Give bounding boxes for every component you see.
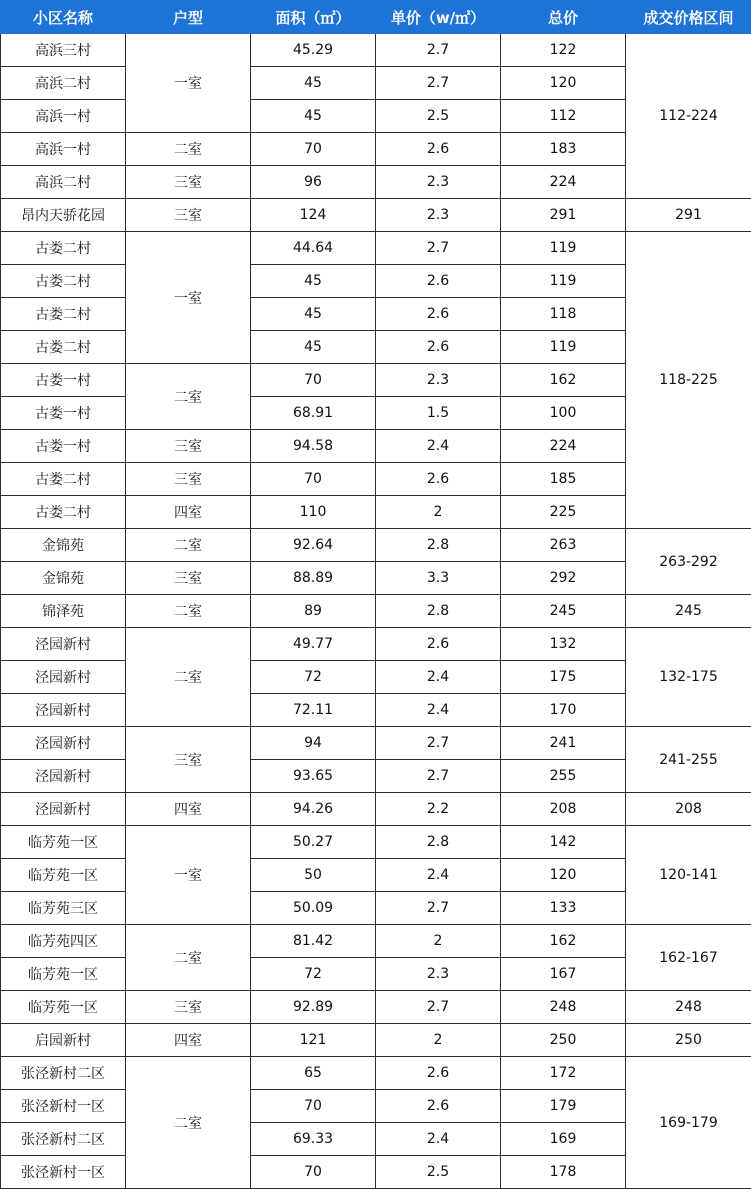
cell-unit-price: 2.7 [376, 67, 501, 100]
cell-community: 泾园新村 [1, 727, 126, 760]
cell-layout: 二室 [126, 595, 251, 628]
cell-price-range: 250 [626, 1024, 751, 1057]
cell-total-price: 169 [501, 1123, 626, 1156]
cell-community: 古娄一村 [1, 397, 126, 430]
cell-area: 45 [251, 331, 376, 364]
cell-unit-price: 2.5 [376, 100, 501, 133]
table-row [1, 991, 751, 1024]
header-row [1, 1, 751, 34]
table-row [1, 793, 751, 826]
cell-community: 高浜一村 [1, 100, 126, 133]
cell-unit-price: 2.7 [376, 232, 501, 265]
cell-layout: 三室 [126, 562, 251, 595]
cell-total-price: 224 [501, 166, 626, 199]
header-price-range: 成交价格区间 [626, 1, 751, 34]
cell-unit-price: 2.4 [376, 661, 501, 694]
cell-layout: 三室 [126, 727, 251, 793]
cell-community: 泾园新村 [1, 760, 126, 793]
cell-unit-price: 2.3 [376, 958, 501, 991]
cell-total-price: 250 [501, 1024, 626, 1057]
cell-area: 45 [251, 265, 376, 298]
table-row [1, 232, 751, 265]
cell-area: 65 [251, 1057, 376, 1090]
cell-unit-price: 2.6 [376, 331, 501, 364]
cell-area: 68.91 [251, 397, 376, 430]
cell-community: 张泾新村二区 [1, 1123, 126, 1156]
cell-unit-price: 2.7 [376, 991, 501, 1024]
cell-unit-price: 2 [376, 496, 501, 529]
cell-unit-price: 2.5 [376, 1156, 501, 1189]
table-row [1, 1057, 751, 1090]
cell-total-price: 112 [501, 100, 626, 133]
cell-total-price: 248 [501, 991, 626, 1024]
cell-unit-price: 1.5 [376, 397, 501, 430]
cell-community: 临芳苑四区 [1, 925, 126, 958]
cell-community: 高浜三村 [1, 34, 126, 67]
cell-community: 古娄二村 [1, 463, 126, 496]
cell-unit-price: 2.7 [376, 760, 501, 793]
cell-layout: 三室 [126, 430, 251, 463]
cell-unit-price: 2.6 [376, 1057, 501, 1090]
table-row [1, 529, 751, 562]
table-row [1, 925, 751, 958]
cell-total-price: 179 [501, 1090, 626, 1123]
cell-total-price: 225 [501, 496, 626, 529]
cell-unit-price: 2.4 [376, 694, 501, 727]
cell-total-price: 142 [501, 826, 626, 859]
cell-layout: 四室 [126, 496, 251, 529]
header-unit-price: 单价（w/㎡） [376, 1, 501, 34]
cell-community: 锦泽苑 [1, 595, 126, 628]
cell-total-price: 241 [501, 727, 626, 760]
cell-price-range: 241-255 [626, 727, 751, 793]
cell-community: 古娄二村 [1, 298, 126, 331]
cell-community: 昂内天骄花园 [1, 199, 126, 232]
cell-price-range: 162-167 [626, 925, 751, 991]
cell-unit-price: 2.4 [376, 1123, 501, 1156]
cell-area: 89 [251, 595, 376, 628]
cell-total-price: 100 [501, 397, 626, 430]
table-row [1, 826, 751, 859]
cell-community: 金锦苑 [1, 529, 126, 562]
cell-price-range: 291 [626, 199, 751, 232]
cell-price-range: 263-292 [626, 529, 751, 595]
cell-area: 44.64 [251, 232, 376, 265]
cell-layout: 三室 [126, 463, 251, 496]
cell-unit-price: 2.6 [376, 133, 501, 166]
table-row [1, 1024, 751, 1057]
cell-total-price: 162 [501, 364, 626, 397]
cell-area: 121 [251, 1024, 376, 1057]
cell-unit-price: 2.6 [376, 265, 501, 298]
cell-layout: 二室 [126, 628, 251, 727]
cell-community: 临芳苑一区 [1, 826, 126, 859]
cell-area: 45.29 [251, 34, 376, 67]
cell-layout: 三室 [126, 991, 251, 1024]
cell-area: 45 [251, 67, 376, 100]
cell-area: 69.33 [251, 1123, 376, 1156]
cell-total-price: 133 [501, 892, 626, 925]
cell-area: 70 [251, 364, 376, 397]
cell-community: 临芳苑一区 [1, 991, 126, 1024]
cell-area: 72 [251, 661, 376, 694]
cell-unit-price: 2.3 [376, 199, 501, 232]
cell-community: 古娄二村 [1, 232, 126, 265]
cell-community: 临芳苑三区 [1, 892, 126, 925]
cell-total-price: 172 [501, 1057, 626, 1090]
cell-area: 72 [251, 958, 376, 991]
cell-layout: 二室 [126, 529, 251, 562]
cell-area: 45 [251, 100, 376, 133]
cell-total-price: 170 [501, 694, 626, 727]
cell-price-range: 169-179 [626, 1057, 751, 1189]
cell-total-price: 291 [501, 199, 626, 232]
cell-price-range: 118-225 [626, 232, 751, 529]
cell-unit-price: 2.8 [376, 529, 501, 562]
cell-unit-price: 2.4 [376, 430, 501, 463]
cell-layout: 三室 [126, 199, 251, 232]
cell-layout: 四室 [126, 1024, 251, 1057]
cell-total-price: 119 [501, 232, 626, 265]
cell-total-price: 175 [501, 661, 626, 694]
cell-community: 高浜二村 [1, 67, 126, 100]
cell-layout: 二室 [126, 1057, 251, 1189]
cell-total-price: 119 [501, 265, 626, 298]
cell-unit-price: 2 [376, 1024, 501, 1057]
cell-total-price: 120 [501, 67, 626, 100]
cell-community: 泾园新村 [1, 694, 126, 727]
cell-price-range: 248 [626, 991, 751, 1024]
cell-unit-price: 2.3 [376, 364, 501, 397]
cell-community: 泾园新村 [1, 793, 126, 826]
cell-community: 古娄一村 [1, 430, 126, 463]
cell-total-price: 245 [501, 595, 626, 628]
cell-price-range: 245 [626, 595, 751, 628]
cell-area: 50.27 [251, 826, 376, 859]
cell-total-price: 119 [501, 331, 626, 364]
cell-community: 临芳苑一区 [1, 958, 126, 991]
cell-layout: 一室 [126, 232, 251, 364]
cell-total-price: 132 [501, 628, 626, 661]
cell-area: 70 [251, 1156, 376, 1189]
cell-unit-price: 2 [376, 925, 501, 958]
cell-unit-price: 2.8 [376, 595, 501, 628]
cell-unit-price: 2.4 [376, 859, 501, 892]
cell-community: 张泾新村二区 [1, 1057, 126, 1090]
cell-community: 泾园新村 [1, 628, 126, 661]
header-layout: 户型 [126, 1, 251, 34]
cell-layout: 二室 [126, 364, 251, 430]
cell-community: 古娄二村 [1, 265, 126, 298]
cell-total-price: 208 [501, 793, 626, 826]
cell-total-price: 224 [501, 430, 626, 463]
cell-total-price: 178 [501, 1156, 626, 1189]
cell-unit-price: 2.6 [376, 463, 501, 496]
cell-area: 50.09 [251, 892, 376, 925]
cell-total-price: 292 [501, 562, 626, 595]
cell-area: 88.89 [251, 562, 376, 595]
cell-unit-price: 2.7 [376, 34, 501, 67]
cell-community: 临芳苑一区 [1, 859, 126, 892]
cell-area: 93.65 [251, 760, 376, 793]
cell-total-price: 167 [501, 958, 626, 991]
cell-area: 94.26 [251, 793, 376, 826]
cell-total-price: 162 [501, 925, 626, 958]
table-row [1, 199, 751, 232]
cell-area: 81.42 [251, 925, 376, 958]
cell-area: 70 [251, 1090, 376, 1123]
cell-area: 70 [251, 463, 376, 496]
cell-area: 96 [251, 166, 376, 199]
cell-community: 高浜二村 [1, 166, 126, 199]
cell-total-price: 255 [501, 760, 626, 793]
cell-unit-price: 2.7 [376, 892, 501, 925]
cell-price-range: 132-175 [626, 628, 751, 727]
cell-community: 金锦苑 [1, 562, 126, 595]
cell-total-price: 263 [501, 529, 626, 562]
cell-total-price: 122 [501, 34, 626, 67]
cell-layout: 四室 [126, 793, 251, 826]
cell-unit-price: 2.7 [376, 727, 501, 760]
cell-area: 49.77 [251, 628, 376, 661]
cell-layout: 二室 [126, 133, 251, 166]
header-community: 小区名称 [1, 1, 126, 34]
cell-community: 泾园新村 [1, 661, 126, 694]
cell-unit-price: 2.2 [376, 793, 501, 826]
cell-area: 92.89 [251, 991, 376, 1024]
table-row [1, 727, 751, 760]
cell-area: 94 [251, 727, 376, 760]
cell-total-price: 120 [501, 859, 626, 892]
cell-area: 94.58 [251, 430, 376, 463]
cell-price-range: 120-141 [626, 826, 751, 925]
cell-area: 45 [251, 298, 376, 331]
cell-unit-price: 2.6 [376, 298, 501, 331]
cell-area: 124 [251, 199, 376, 232]
cell-unit-price: 2.6 [376, 1090, 501, 1123]
cell-area: 92.64 [251, 529, 376, 562]
header-area: 面积（㎡） [251, 1, 376, 34]
cell-community: 古娄二村 [1, 331, 126, 364]
cell-layout: 二室 [126, 925, 251, 991]
cell-community: 古娄一村 [1, 364, 126, 397]
cell-area: 50 [251, 859, 376, 892]
cell-price-range: 208 [626, 793, 751, 826]
cell-area: 72.11 [251, 694, 376, 727]
cell-community: 启园新村 [1, 1024, 126, 1057]
cell-community: 高浜一村 [1, 133, 126, 166]
cell-unit-price: 2.8 [376, 826, 501, 859]
cell-layout: 三室 [126, 166, 251, 199]
cell-layout: 一室 [126, 826, 251, 925]
cell-area: 70 [251, 133, 376, 166]
header-total-price: 总价 [501, 1, 626, 34]
cell-community: 张泾新村一区 [1, 1156, 126, 1189]
cell-unit-price: 2.6 [376, 628, 501, 661]
table-row [1, 595, 751, 628]
table-row [1, 628, 751, 661]
cell-area: 110 [251, 496, 376, 529]
cell-community: 张泾新村一区 [1, 1090, 126, 1123]
cell-unit-price: 3.3 [376, 562, 501, 595]
cell-layout: 一室 [126, 34, 251, 133]
cell-price-range: 112-224 [626, 34, 751, 199]
cell-community: 古娄二村 [1, 496, 126, 529]
cell-total-price: 183 [501, 133, 626, 166]
cell-total-price: 185 [501, 463, 626, 496]
cell-total-price: 118 [501, 298, 626, 331]
cell-unit-price: 2.3 [376, 166, 501, 199]
table-row [1, 34, 751, 67]
